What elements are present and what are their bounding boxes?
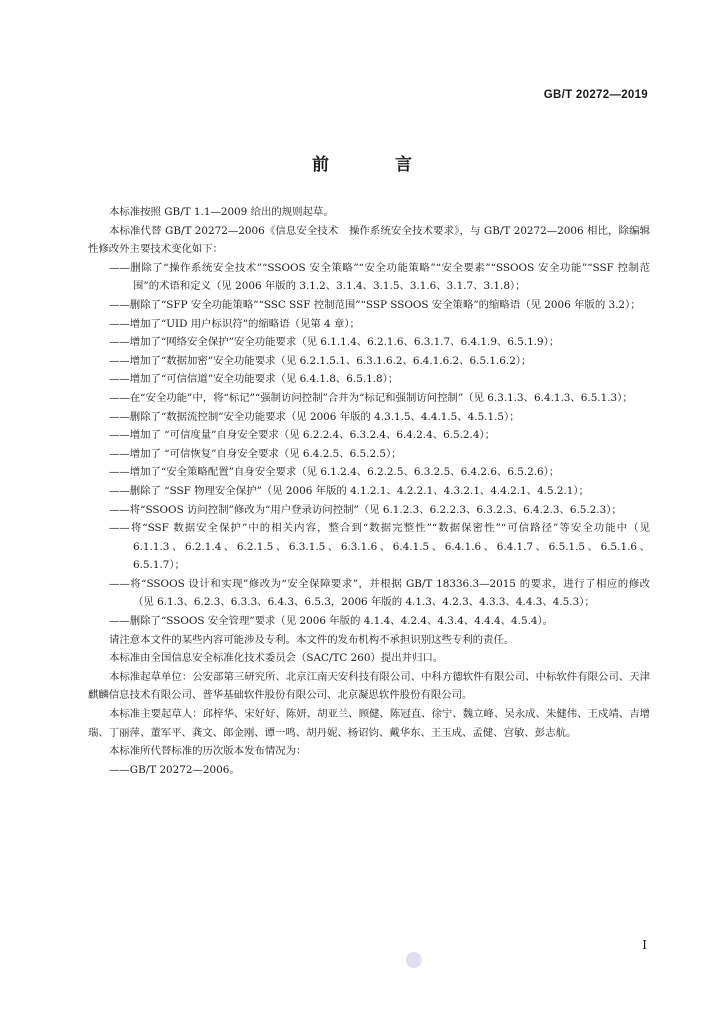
- list-item: ——增加了“数据加密”安全功能要求（见 6.2.1.5.1、6.3.1.6.2、6.4.1.6.2、6.5.1.6.2）；: [109, 354, 532, 367]
- list-item: ——增加了“可信信道”安全功能要求（见 6.4.1.8、6.5.1.8）；: [109, 373, 399, 386]
- list-item: ——删除了“SSOOS 安全管理”要求（见 2006 年版的 4.1.4、4.2.4、4.3.4、4.4.4、4.5.4）。: [109, 615, 554, 628]
- list-item: ——增加了“UID 用户标识符”的缩略语（见第 4 章）；: [109, 317, 360, 330]
- list-item: ——将“SSOOS 设计和实现”修改为“安全保障要求”，并根据 GB/T 18336.3—2015 的要求，进行了相应的修改（见 6.1.3、6.2.3、6.3.3、6.4.3、6.5.3，2006 年版的 4.1.3、4.2.3、4.3.3、4.4.3、4.5.3）；: [109, 577, 650, 609]
- list-item: ——删除了“SFP 安全功能策略”“SSC SSF 控制范围”“SSP SSOOS 安全策略”的缩略语（见 2006 年版的 3.2）；: [109, 298, 641, 311]
- foreword-body: [88, 203, 650, 779]
- list-item: ——增加了 “可信度量”自身安全要求（见 6.2.2.4、6.3.2.4、6.4.2.4、6.5.2.4）；: [109, 429, 496, 442]
- page-number: I: [642, 938, 647, 952]
- paragraph-committee: 本标准由全国信息安全标准化技术委员会（SAC/TC 260）提出并归口。: [109, 652, 444, 665]
- list-item: ——增加了“网络安全保护”安全功能要求（见 6.1.1.4、6.2.1.6、6.3.1.7、6.4.1.9、6.5.1.9）；: [109, 336, 560, 349]
- list-item: ——在“安全功能”中，将“标记”“强制访问控制”合并为“标记和强制访问控制”（见 6.3.1.3、6.4.1.3、6.5.1.3）；: [109, 391, 633, 404]
- list-item: ——删除了 “SSF 物理安全保护”（见 2006 年版的 4.1.2.1、4.2.2.1、4.3.2.1、4.4.2.1、4.5.2.1）；: [109, 484, 589, 497]
- history-item: ——GB/T 20272—2006。: [109, 763, 240, 776]
- list-item: ——将“SSOOS 访问控制”修改为“用户登录访问控制”（见 6.1.2.3、6.2.2.3、6.3.2.3、6.4.2.3、6.5.2.3）；: [109, 503, 622, 516]
- paragraph-drafting-units: 本标准起草单位：公安部第三研究所、北京江南天安科技有限公司、中科方德软件有限公司、中标软件有限公司、天津麒麟信息技术有限公司、普华基础软件股份有限公司、北京凝思软件股份有限公司。: [88, 670, 650, 702]
- list-item: ——增加了“安全策略配置”自身安全要求（见 6.1.2.4、6.2.2.5、6.3.2.5、6.4.2.6、6.5.2.6）；: [109, 466, 560, 479]
- paragraph-patent-notice: 请注意本文件的某些内容可能涉及专利。本文件的发布机构不承担识别这些专利的责任。: [109, 633, 515, 646]
- list-item: ——将“SSF 数据安全保护”中的相关内容，整合到“数据完整性”“数据保密性”“可信路径”等安全功能中（见 6.1.1.3、6.2.1.4、6.2.1.5、6.3.1.5、6.3.1.6、6.4.1.5、6.4.1.6、6.4.1.7、6.5.1.5、6.5.1.6、6.5.1.7）；: [109, 522, 650, 572]
- list-item: ——删除了“操作系统安全技术”“SSOOS 安全策略”“安全功能策略”“安全要素”“SSOOS 安全功能”“SSF 控制范围”的术语和定义（见 2006 年版的 3.1.2、3.1.4、3.1.5、3.1.6、3.1.7、3.1.8）；: [109, 261, 650, 293]
- standard-code: GB/T 20272—2019: [543, 89, 648, 101]
- changes-list: [88, 259, 650, 631]
- sac-watermark-logo: [406, 952, 422, 968]
- paragraph-history-intro: 本标准所代替标准的历次版本发布情况为：: [109, 745, 307, 758]
- paragraph-drafting-rules: 本标准按照 GB/T 1.1—2009 给出的规则起草。: [109, 206, 334, 218]
- paragraph-drafters: 本标准主要起草人：邱梓华、宋好好、陈妍、胡亚兰、顾健、陈冠直、徐宁、魏立峰、吴永成、朱健伟、王戍靖、吉增瑞、丁丽萍、董军平、龚文、郎金刚、谭一鸣、胡丹妮、杨诏钧、戴华东、王玉成、孟健、宫敏、彭志航。: [88, 708, 650, 739]
- list-item: ——删除了“数据流控制”安全功能要求（见 2006 年版的 4.3.1.5、4.4.1.5、4.5.1.5）；: [109, 410, 520, 423]
- list-item: ——增加了 “可信恢复”自身安全要求（见 6.4.2.5、6.5.2.5）；: [109, 447, 402, 460]
- paragraph-replacement: 本标准代替 GB/T 20272—2006《信息安全技术 操作系统安全技术要求》，与 GB/T 20272—2006 相比，除编辑性修改外主要技术变化如下：: [88, 224, 650, 256]
- page-title: 前 言: [312, 155, 442, 175]
